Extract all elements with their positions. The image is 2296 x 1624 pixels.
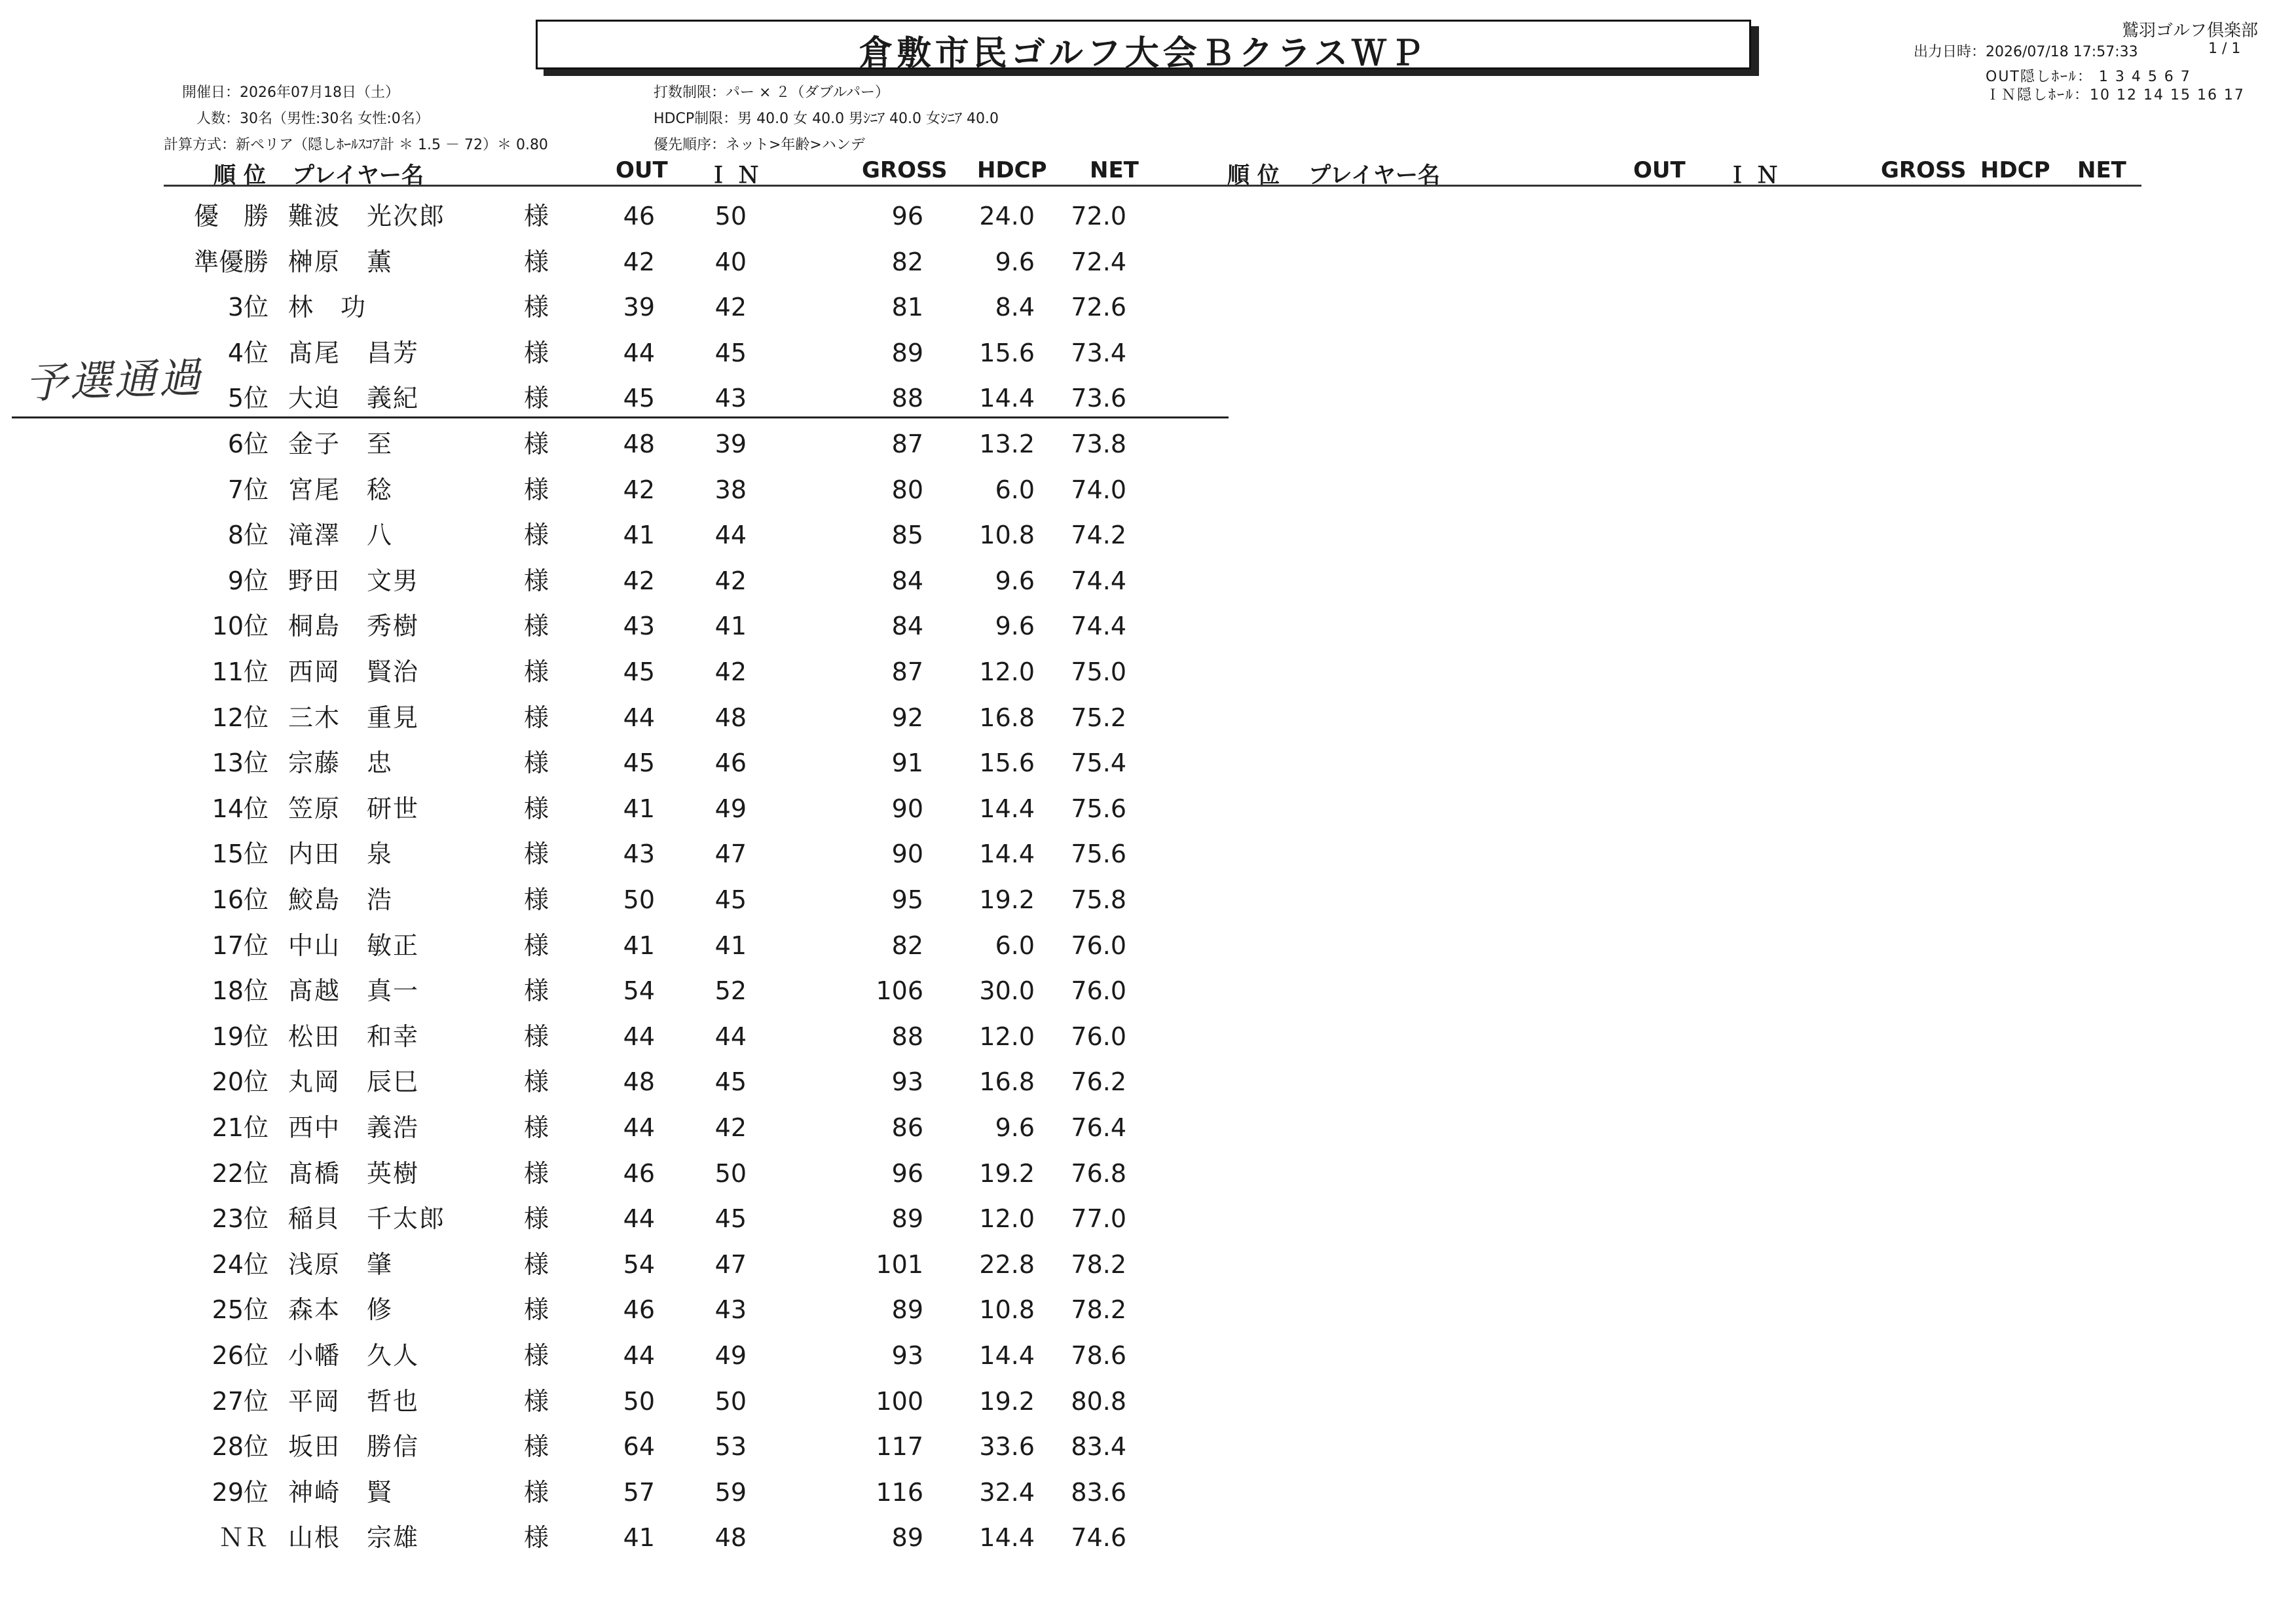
gross-score: 90 — [891, 794, 923, 823]
out-score: 46 — [623, 1158, 655, 1188]
honorific: 様 — [524, 430, 549, 458]
rank-cell: 19位 — [212, 1022, 268, 1051]
net-score: 76.0 — [1071, 976, 1126, 1006]
table-row — [0, 1196, 1244, 1242]
player-name: 内田 泉 — [288, 840, 394, 869]
honorific: 様 — [524, 475, 549, 504]
net-score: 72.6 — [1071, 293, 1126, 322]
in-score: 59 — [714, 1477, 747, 1507]
out-score: 48 — [623, 430, 655, 458]
player-name: 鮫島 浩 — [288, 885, 394, 914]
out-score: 44 — [623, 1113, 655, 1142]
header-hdcp-right: HDCP — [1980, 157, 2050, 183]
player-name: 森本 修 — [288, 1295, 394, 1325]
rank-cell: 29位 — [212, 1477, 268, 1507]
out-score: 64 — [623, 1432, 655, 1462]
out-hidden-holes: OUT隠しﾎｰﾙ： 1 3 4 5 6 7 — [1986, 69, 2191, 85]
hdcp-value: 8.4 — [995, 293, 1035, 322]
honorific: 様 — [524, 1477, 549, 1507]
hdcp-value: 16.8 — [979, 1067, 1035, 1097]
gross-score: 84 — [891, 566, 923, 595]
hdcp-value: 9.6 — [995, 247, 1035, 276]
honorific: 様 — [524, 1022, 549, 1051]
gross-score: 92 — [891, 703, 923, 732]
rank-cell: 16位 — [212, 885, 268, 914]
honorific: 様 — [524, 1523, 549, 1553]
gross-score: 100 — [876, 1386, 923, 1416]
header-out-right: OUT — [1633, 157, 1686, 183]
in-score: 43 — [714, 384, 747, 413]
out-score: 48 — [623, 1067, 655, 1097]
player-name: 髙越 真一 — [288, 976, 420, 1006]
gross-score: 87 — [891, 430, 923, 458]
calc-method: 計算方式：新ペリア（隠しﾎｰﾙｽｺｱ計 ＊ 1.5 － 72）＊ 0.80 — [164, 137, 548, 153]
honorific: 様 — [524, 566, 549, 595]
out-score: 45 — [623, 748, 655, 778]
rank-cell: 7位 — [227, 475, 268, 504]
table-row — [0, 1105, 1244, 1151]
out-score: 50 — [623, 1386, 655, 1416]
in-score: 42 — [714, 566, 747, 595]
in-score: 41 — [714, 931, 747, 960]
out-score: 41 — [623, 521, 655, 550]
out-score: 45 — [623, 384, 655, 413]
out-score: 45 — [623, 657, 655, 686]
in-score: 42 — [714, 293, 747, 322]
output-datetime: 出力日時：2026/07/18 17:57:33 — [1914, 44, 2138, 60]
honorific: 様 — [524, 612, 549, 641]
in-score: 45 — [714, 338, 747, 367]
gross-score: 89 — [891, 1295, 923, 1325]
rank-cell: 24位 — [212, 1249, 268, 1279]
net-score: 75.6 — [1071, 794, 1126, 823]
net-score: 76.8 — [1071, 1158, 1126, 1188]
rank-cell: 18位 — [212, 976, 268, 1006]
honorific: 様 — [524, 976, 549, 1006]
hdcp-value: 9.6 — [995, 1113, 1035, 1142]
net-score: 74.0 — [1071, 475, 1126, 504]
player-name: 金子 至 — [288, 430, 394, 458]
table-row — [0, 603, 1244, 649]
net-score: 77.0 — [1071, 1204, 1126, 1234]
title-box — [536, 20, 1751, 73]
honorific: 様 — [524, 293, 549, 322]
in-score: 43 — [714, 1295, 747, 1325]
player-count: 人数：30名（男性:30名 女性:0名） — [196, 111, 430, 127]
net-score: 75.4 — [1071, 748, 1126, 778]
player-name: 難波 光次郎 — [288, 202, 446, 231]
table-row — [0, 1151, 1244, 1196]
out-score: 57 — [623, 1477, 655, 1507]
header-gross-right: GROSS — [1881, 157, 1967, 183]
gross-score: 117 — [876, 1432, 923, 1462]
net-score: 73.4 — [1071, 338, 1126, 367]
player-name: 大迫 義紀 — [288, 384, 420, 413]
hdcp-value: 12.0 — [979, 657, 1035, 686]
hdcp-value: 33.6 — [979, 1432, 1035, 1462]
table-row — [0, 284, 1244, 330]
table-row — [0, 1014, 1244, 1060]
honorific: 様 — [524, 1204, 549, 1234]
hdcp-value: 12.0 — [979, 1204, 1035, 1234]
event-date: 開催日：2026年07月18日（土） — [182, 84, 399, 101]
honorific: 様 — [524, 1249, 549, 1279]
in-score: 42 — [714, 657, 747, 686]
header-player: プレイヤー名 — [292, 162, 424, 189]
net-score: 76.0 — [1071, 931, 1126, 960]
rank-cell: 25位 — [212, 1295, 268, 1325]
table-row — [0, 558, 1244, 604]
club-name: 鷲羽ゴルフ倶楽部 — [2121, 21, 2258, 41]
net-score: 78.2 — [1071, 1249, 1126, 1279]
table-row — [0, 1287, 1244, 1333]
rank-cell: 20位 — [212, 1067, 268, 1097]
rank-cell: 15位 — [212, 840, 268, 869]
gross-score: 101 — [876, 1249, 923, 1279]
page-title: 倉敷市民ゴルフ大会ＢクラスＷＰ — [859, 34, 1428, 73]
honorific: 様 — [524, 247, 549, 276]
hdcp-value: 32.4 — [979, 1477, 1035, 1507]
net-score: 73.8 — [1071, 430, 1126, 458]
hdcp-value: 22.8 — [979, 1249, 1035, 1279]
in-score: 44 — [714, 521, 747, 550]
honorific: 様 — [524, 1158, 549, 1188]
gross-score: 84 — [891, 612, 923, 641]
hdcp-value: 19.2 — [979, 1386, 1035, 1416]
honorific: 様 — [524, 703, 549, 732]
hdcp-value: 19.2 — [979, 885, 1035, 914]
rank-cell: 27位 — [212, 1386, 268, 1416]
rank-cell: 17位 — [212, 931, 268, 960]
player-name: 野田 文男 — [288, 566, 420, 595]
qualifying-cut-line — [12, 416, 1229, 418]
gross-score: 116 — [876, 1477, 923, 1507]
player-name: 髙橋 英樹 — [288, 1158, 420, 1188]
in-score: 49 — [714, 1341, 747, 1370]
in-score: 39 — [714, 430, 747, 458]
net-score: 72.4 — [1071, 247, 1126, 276]
in-score: 50 — [714, 202, 747, 231]
header-player-right: プレイヤー名 — [1308, 162, 1440, 189]
in-score: 50 — [714, 1158, 747, 1188]
in-score: 45 — [714, 1204, 747, 1234]
out-score: 43 — [623, 612, 655, 641]
hdcp-value: 12.0 — [979, 1022, 1035, 1051]
in-score: 44 — [714, 1022, 747, 1051]
player-name: 稲貝 千太郎 — [288, 1204, 446, 1234]
gross-score: 106 — [876, 976, 923, 1006]
table-row — [0, 1059, 1244, 1105]
honorific: 様 — [524, 840, 549, 869]
header-in: Ｉ Ｎ — [707, 162, 760, 189]
player-name: 榊原 薫 — [288, 247, 394, 276]
player-name: 西中 義浩 — [288, 1113, 420, 1142]
rank-cell: 8位 — [227, 521, 268, 550]
hdcp-value: 15.6 — [979, 338, 1035, 367]
in-score: 47 — [714, 1249, 747, 1279]
table-row — [0, 1242, 1244, 1287]
net-score: 80.8 — [1071, 1386, 1126, 1416]
net-score: 72.0 — [1071, 202, 1126, 231]
out-score: 44 — [623, 338, 655, 367]
honorific: 様 — [524, 657, 549, 686]
rank-cell: 11位 — [212, 657, 268, 686]
gross-score: 88 — [891, 384, 923, 413]
gross-score: 89 — [891, 1523, 923, 1553]
hdcp-value: 15.6 — [979, 748, 1035, 778]
honorific: 様 — [524, 748, 549, 778]
table-row — [0, 786, 1244, 832]
net-score: 75.0 — [1071, 657, 1126, 686]
gross-score: 96 — [891, 202, 923, 231]
gross-score: 90 — [891, 840, 923, 869]
rank-cell: 22位 — [212, 1158, 268, 1188]
net-score: 76.0 — [1071, 1022, 1126, 1051]
header-gross: GROSS — [862, 157, 948, 183]
in-score: 52 — [714, 976, 747, 1006]
player-name: 小幡 久人 — [288, 1341, 420, 1370]
header-rank: 順 位 — [213, 162, 266, 189]
rank-cell: 23位 — [212, 1204, 268, 1234]
gross-score: 93 — [891, 1341, 923, 1370]
hdcp-value: 14.4 — [979, 1523, 1035, 1553]
player-name: 桐島 秀樹 — [288, 612, 420, 641]
in-score: 40 — [714, 247, 747, 276]
hdcp-value: 10.8 — [979, 1295, 1035, 1325]
hdcp-value: 14.4 — [979, 1341, 1035, 1370]
gross-score: 81 — [891, 293, 923, 322]
player-name: 山根 宗雄 — [288, 1523, 420, 1553]
hdcp-value: 13.2 — [979, 430, 1035, 458]
header-out: OUT — [616, 157, 668, 183]
hdcp-value: 10.8 — [979, 521, 1035, 550]
out-score: 41 — [623, 794, 655, 823]
stroke-limit: 打数制限：パー × ２（ダブルパー） — [654, 84, 890, 101]
in-score: 45 — [714, 885, 747, 914]
gross-score: 80 — [891, 475, 923, 504]
rank-cell: 優 勝 — [193, 202, 268, 231]
player-name: 宗藤 忠 — [288, 748, 394, 778]
in-score: 50 — [714, 1386, 747, 1416]
net-score: 73.6 — [1071, 384, 1126, 413]
net-score: 83.6 — [1071, 1477, 1126, 1507]
rank-cell: 28位 — [212, 1432, 268, 1462]
player-name: 浅原 肇 — [288, 1249, 394, 1279]
out-score: 54 — [623, 976, 655, 1006]
table-row — [0, 831, 1244, 877]
rank-cell: 3位 — [227, 293, 268, 322]
rank-cell: 9位 — [227, 566, 268, 595]
table-row — [0, 467, 1244, 513]
header-net-right: NET — [2077, 157, 2126, 183]
player-name: 中山 敏正 — [288, 931, 420, 960]
out-score: 44 — [623, 1022, 655, 1051]
page-number: 1 / 1 — [2208, 41, 2241, 57]
in-score: 48 — [714, 703, 747, 732]
table-row — [0, 1515, 1244, 1560]
in-score: 38 — [714, 475, 747, 504]
gross-score: 89 — [891, 1204, 923, 1234]
hdcp-value: 14.4 — [979, 840, 1035, 869]
player-name: 松田 和幸 — [288, 1022, 420, 1051]
honorific: 様 — [524, 338, 549, 367]
net-score: 75.2 — [1071, 703, 1126, 732]
table-row — [0, 512, 1244, 558]
header-net: NET — [1090, 157, 1139, 183]
net-score: 76.2 — [1071, 1067, 1126, 1097]
in-score: 42 — [714, 1113, 747, 1142]
honorific: 様 — [524, 931, 549, 960]
hdcp-value: 14.4 — [979, 384, 1035, 413]
net-score: 75.6 — [1071, 840, 1126, 869]
honorific: 様 — [524, 1432, 549, 1462]
hdcp-value: 24.0 — [979, 202, 1035, 231]
net-score: 75.8 — [1071, 885, 1126, 914]
hdcp-value: 6.0 — [995, 931, 1035, 960]
table-row — [0, 968, 1244, 1014]
hdcp-limit: HDCP制限：男 40.0 女 40.0 男ｼﾆｱ 40.0 女ｼﾆｱ 40.0 — [654, 111, 999, 127]
in-score: 48 — [714, 1523, 747, 1553]
gross-score: 85 — [891, 521, 923, 550]
table-row — [0, 193, 1244, 239]
out-score: 41 — [623, 1523, 655, 1553]
player-name: 三木 重見 — [288, 703, 420, 732]
rank-cell: 26位 — [212, 1341, 268, 1370]
hdcp-value: 16.8 — [979, 703, 1035, 732]
in-score: 49 — [714, 794, 747, 823]
header-rank-right: 順 位 — [1227, 162, 1280, 189]
honorific: 様 — [524, 384, 549, 413]
out-score: 41 — [623, 931, 655, 960]
player-name: 笠原 研世 — [288, 794, 420, 823]
out-score: 46 — [623, 202, 655, 231]
out-score: 46 — [623, 1295, 655, 1325]
gross-score: 93 — [891, 1067, 923, 1097]
gross-score: 88 — [891, 1022, 923, 1051]
table-row — [0, 695, 1244, 741]
out-score: 42 — [623, 247, 655, 276]
net-score: 74.6 — [1071, 1523, 1126, 1553]
out-score: 44 — [623, 703, 655, 732]
table-row — [0, 421, 1244, 467]
rank-cell: 21位 — [212, 1113, 268, 1142]
gross-score: 87 — [891, 657, 923, 686]
honorific: 様 — [524, 521, 549, 550]
net-score: 76.4 — [1071, 1113, 1126, 1142]
rank-cell: 4位 — [227, 338, 268, 367]
hdcp-value: 19.2 — [979, 1158, 1035, 1188]
honorific: 様 — [524, 202, 549, 231]
honorific: 様 — [524, 1295, 549, 1325]
net-score: 74.4 — [1071, 566, 1126, 595]
out-score: 44 — [623, 1341, 655, 1370]
gross-score: 82 — [891, 247, 923, 276]
player-name: 滝澤 八 — [288, 521, 394, 550]
table-row — [0, 923, 1244, 969]
player-name: 西岡 賢治 — [288, 657, 420, 686]
table-row — [0, 740, 1244, 786]
player-name: 平岡 哲也 — [288, 1386, 420, 1416]
out-score: 44 — [623, 1204, 655, 1234]
rank-cell: 14位 — [212, 794, 268, 823]
player-name: 髙尾 昌芳 — [288, 338, 420, 367]
out-score: 42 — [623, 475, 655, 504]
net-score: 78.2 — [1071, 1295, 1126, 1325]
gross-score: 82 — [891, 931, 923, 960]
net-score: 74.4 — [1071, 612, 1126, 641]
out-score: 39 — [623, 293, 655, 322]
rank-cell: 13位 — [212, 748, 268, 778]
out-score: 54 — [623, 1249, 655, 1279]
rank-cell: 12位 — [212, 703, 268, 732]
in-hidden-holes: ＩＮ隠しﾎｰﾙ：10 12 14 15 16 17 — [1986, 87, 2245, 103]
net-score: 74.2 — [1071, 521, 1126, 550]
net-score: 78.6 — [1071, 1341, 1126, 1370]
in-score: 53 — [714, 1432, 747, 1462]
rank-cell: 準優勝 — [193, 247, 268, 276]
header-rule — [164, 185, 2141, 187]
gross-score: 96 — [891, 1158, 923, 1188]
rank-cell: 10位 — [212, 612, 268, 641]
honorific: 様 — [524, 1067, 549, 1097]
gross-score: 86 — [891, 1113, 923, 1142]
handwritten-qualified-note: 予選通過 — [24, 354, 204, 409]
honorific: 様 — [524, 794, 549, 823]
table-row — [0, 1424, 1244, 1469]
in-score: 45 — [714, 1067, 747, 1097]
out-score: 43 — [623, 840, 655, 869]
player-name: 宮尾 稔 — [288, 475, 394, 504]
rank-cell: 5位 — [227, 384, 268, 413]
hdcp-value: 30.0 — [979, 976, 1035, 1006]
hdcp-value: 9.6 — [995, 612, 1035, 641]
player-name: 神崎 賢 — [288, 1477, 394, 1507]
honorific: 様 — [524, 1341, 549, 1370]
priority-order: 優先順序：ネット>年齢>ハンデ — [654, 137, 865, 153]
in-score: 46 — [714, 748, 747, 778]
rank-cell: ＮＲ — [218, 1523, 268, 1553]
table-row — [0, 877, 1244, 923]
player-name: 林 功 — [288, 293, 367, 322]
gross-score: 89 — [891, 338, 923, 367]
honorific: 様 — [524, 1386, 549, 1416]
hdcp-value: 14.4 — [979, 794, 1035, 823]
out-score: 50 — [623, 885, 655, 914]
honorific: 様 — [524, 1113, 549, 1142]
gross-score: 95 — [891, 885, 923, 914]
table-row — [0, 239, 1244, 285]
table-row — [0, 649, 1244, 695]
player-name: 丸岡 辰巳 — [288, 1067, 420, 1097]
hdcp-value: 9.6 — [995, 566, 1035, 595]
header-hdcp: HDCP — [977, 157, 1047, 183]
table-row — [0, 1378, 1244, 1424]
rank-cell: 6位 — [227, 430, 268, 458]
in-score: 47 — [714, 840, 747, 869]
table-row — [0, 1333, 1244, 1378]
net-score: 83.4 — [1071, 1432, 1126, 1462]
out-score: 42 — [623, 566, 655, 595]
in-score: 41 — [714, 612, 747, 641]
header-in-right: Ｉ Ｎ — [1726, 162, 1779, 189]
player-name: 坂田 勝信 — [288, 1432, 420, 1462]
hdcp-value: 6.0 — [995, 475, 1035, 504]
table-row — [0, 1469, 1244, 1515]
honorific: 様 — [524, 885, 549, 914]
gross-score: 91 — [891, 748, 923, 778]
